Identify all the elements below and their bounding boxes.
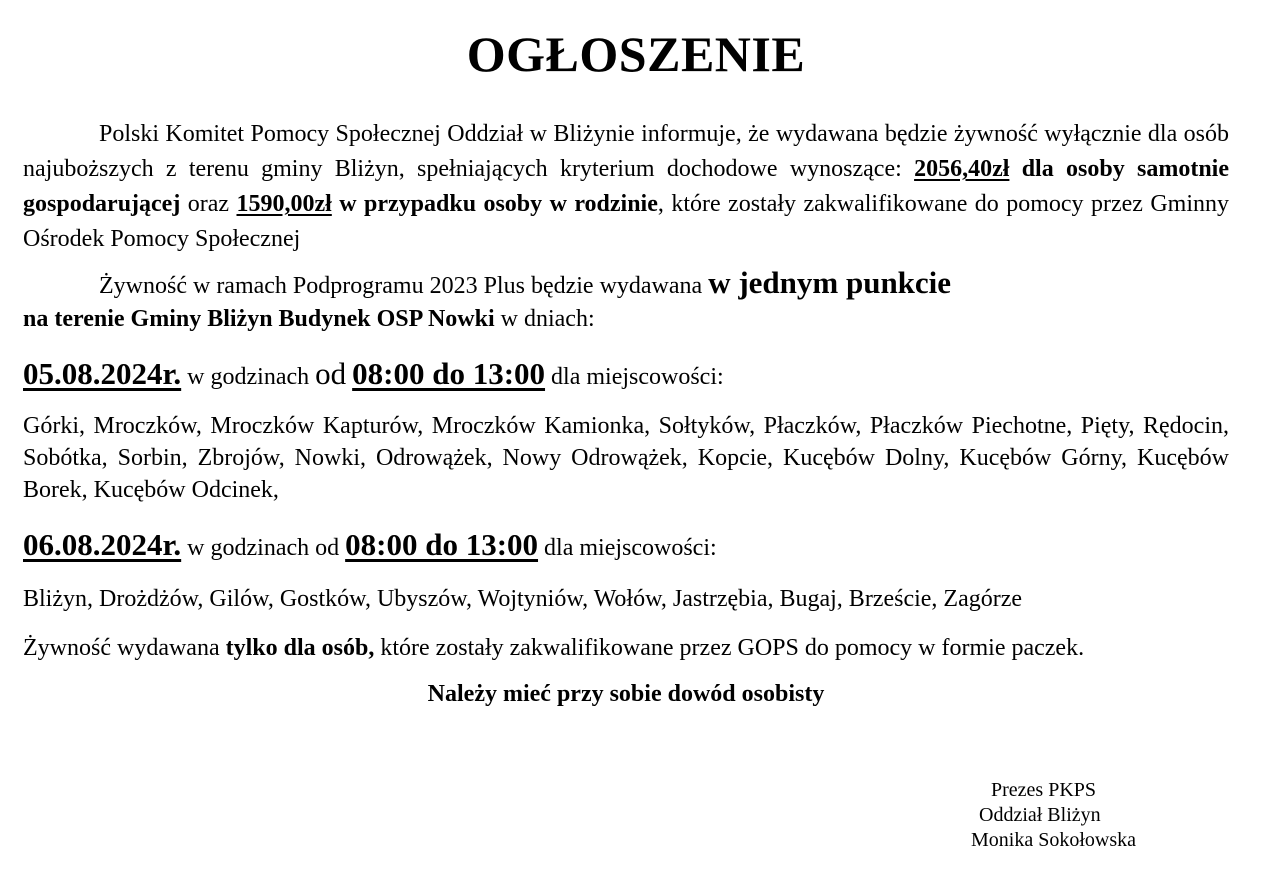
day2-date: 06.08.2024r. bbox=[23, 527, 182, 562]
day2-text-1: w godzinach od bbox=[181, 535, 346, 561]
note-text-2: które zostały zakwalifikowane przez GOPS do pomocy w formie paczek. bbox=[374, 635, 1085, 661]
day1-time: 08:00 do 13:00 bbox=[352, 356, 546, 391]
day1-text-1: w godzinach bbox=[181, 364, 316, 390]
signature-name: Monika Sokołowska bbox=[971, 829, 1136, 851]
intro-paragraph bbox=[23, 117, 1229, 257]
day1-od: od bbox=[315, 356, 347, 391]
id-reminder: Należy mieć przy sobie dowód osobisty bbox=[427, 681, 825, 707]
day1-places: Górki, Mroczków, Mroczków Kapturów, Mroczków Kamionka, Sołtyków, Płaczków, Płaczków Piechotne, Pięty, Rędocin, Sobótka, Sorbin, Zbrojów, Nowki, Odrowążek, Nowy Odrowążek, Kopcie, Kucębów Dolny, Kucębów Górny, Kucębów Borek, Kucębów Odcinek, bbox=[23, 413, 1229, 503]
intro-text-3: oraz bbox=[180, 191, 237, 217]
program-paragraph bbox=[23, 264, 1229, 305]
day2-header bbox=[23, 525, 1229, 568]
program-location-line bbox=[23, 302, 1229, 337]
note-text-1: Żywność wydawana bbox=[23, 635, 226, 661]
intro-text-4: w przypadku osoby w rodzinie bbox=[331, 191, 658, 217]
day1-header bbox=[23, 354, 1229, 397]
day2-places: Bliżyn, Drożdżów, Gilów, Gostków, Ubyszów, Wojtyniów, Wołów, Jastrzębia, Bugaj, Brzeście, Zagórze bbox=[23, 586, 1023, 612]
page-title: OGŁOSZENIE bbox=[466, 26, 806, 82]
intro-text-5: , które zostały zakwalifikowane do pomocy przez Gminny Ośrodek Pomocy Społecznej bbox=[23, 191, 1230, 252]
distribution-location: na terenie Gminy Bliżyn Budynek OSP Nowki bbox=[23, 306, 495, 332]
day1-date: 05.08.2024r. bbox=[23, 356, 182, 391]
day2-text-3: dla miejscowości: bbox=[538, 535, 717, 561]
program-text-1: Żywność w ramach Podprogramu 2023 Plus będzie wydawana bbox=[99, 273, 709, 299]
income-limit-single: 2056,40zł bbox=[914, 156, 1010, 182]
day1-text-3: dla miejscowości: bbox=[545, 364, 724, 390]
signature-branch: Oddział Bliżyn bbox=[979, 804, 1101, 826]
signature-title: Prezes PKPS bbox=[991, 779, 1097, 801]
intro-text-2: dla osoby samotnie gospodarującej bbox=[23, 156, 1229, 217]
income-limit-family: 1590,00zł bbox=[236, 191, 332, 217]
day2-time: 08:00 do 13:00 bbox=[345, 527, 539, 562]
eligibility-note bbox=[23, 631, 1229, 666]
program-text-3: w dniach: bbox=[494, 306, 595, 332]
single-point-emphasis: w jednym punkcie bbox=[708, 265, 952, 300]
intro-text-1: Polski Komitet Pomocy Społecznej Oddział w Bliżynie informuje, że wydawana będzie żywność wyłącznie dla osób najuboższych z terenu gminy Bliżyn, spełniających kryterium dochodowe wynoszące: bbox=[23, 121, 1229, 182]
note-bold: tylko dla osób, bbox=[225, 635, 375, 661]
